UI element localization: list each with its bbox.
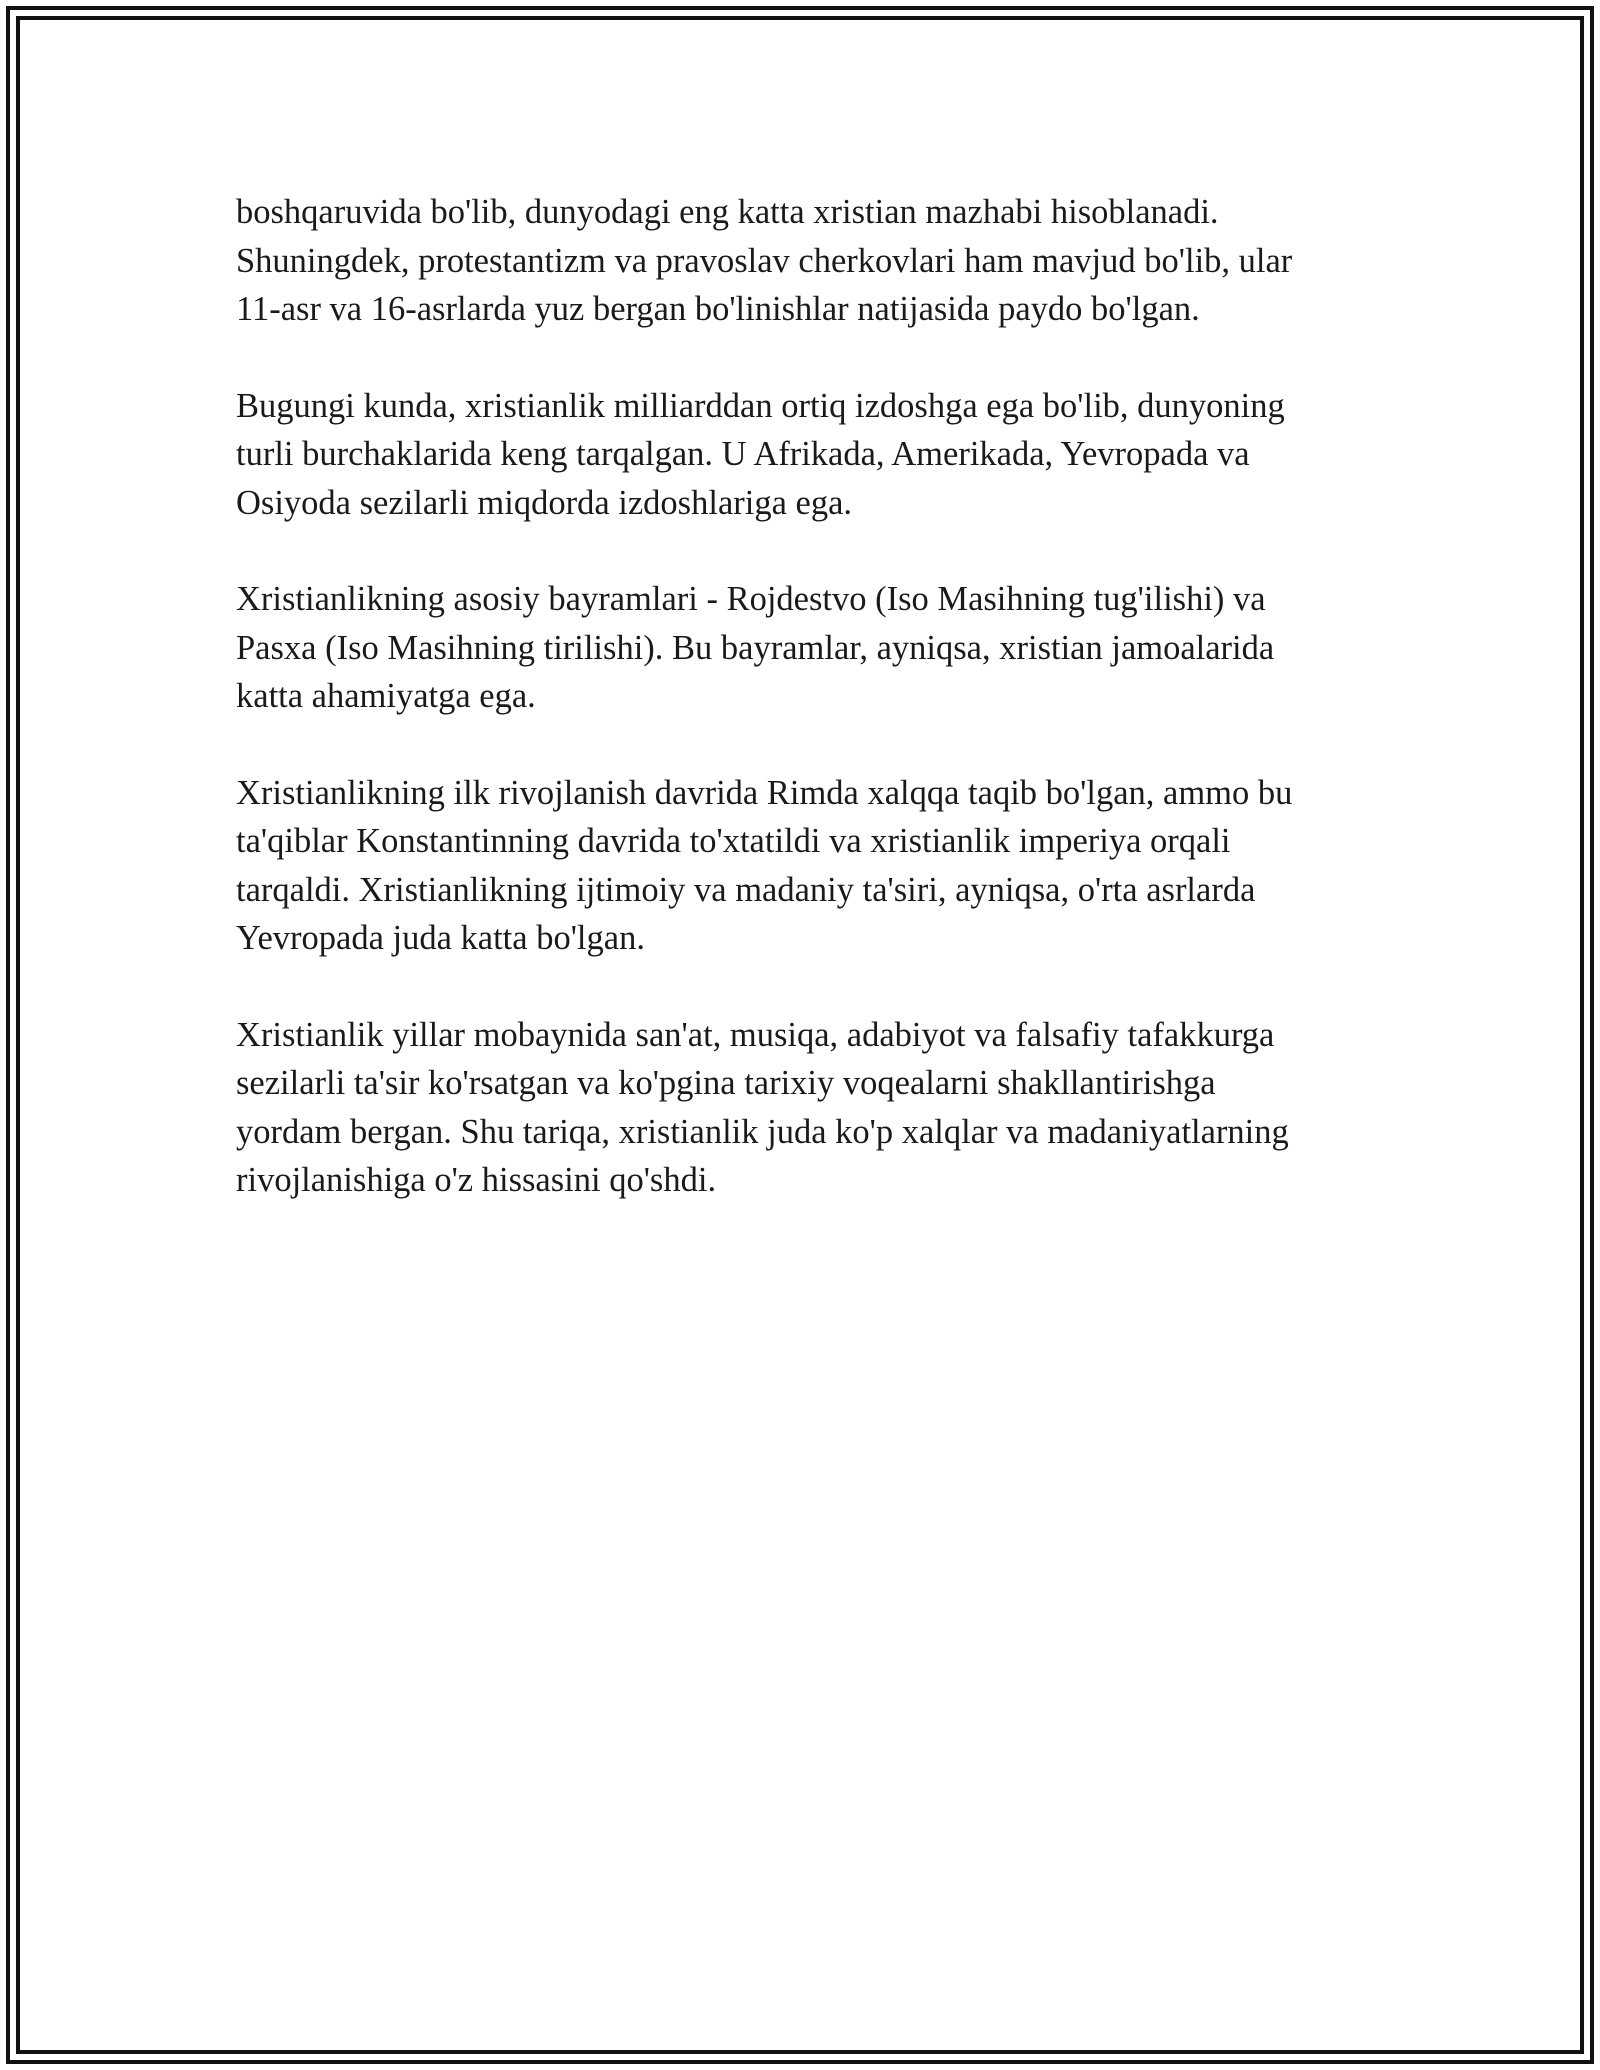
paragraph-line: 11-asr va 16-asrlarda yuz bergan bo'linishlar natijasida paydo bo'lgan. (236, 290, 1200, 328)
paragraph-line: rivojlanishiga o'z hissasini qo'shdi. (236, 1161, 717, 1199)
paragraph-3 (236, 575, 1366, 721)
paragraph-line: katta ahamiyatga ega. (236, 677, 536, 715)
paragraph-line: Bugungi kunda, xristianlik milliarddan ortiq izdoshga ega bo'lib, dunyoning (236, 386, 1285, 425)
paragraph-2 (236, 382, 1366, 528)
paragraph-5 (236, 1011, 1366, 1205)
paragraph-line: ta'qiblar Konstantinning davrida to'xtatildi va xristianlik imperiya orqali (236, 822, 1231, 860)
paragraph-line: Shuningdek, protestantizm va pravoslav cherkovlari ham mavjud bo'lib, ular (236, 241, 1293, 280)
paragraph-line: Xristianlikning ilk rivojlanish davrida Rimda xalqqa taqib bo'lgan, ammo bu (236, 773, 1293, 812)
paragraph-line: Xristianlikning asosiy bayramlari - Rojdestvo (Iso Masihning tug'ilishi) va (236, 580, 1266, 618)
document-body (236, 188, 1366, 1253)
paragraph-line: tarqaldi. Xristianlikning ijtimoiy va madaniy ta'siri, ayniqsa, o'rta asrlarda (236, 870, 1256, 909)
paragraph-line: Yevropada juda katta bo'lgan. (236, 919, 645, 957)
paragraph-line: sezilarli ta'sir ko'rsatgan va ko'pgina tarixiy voqealarni shakllantirishga (236, 1064, 1216, 1102)
paragraph-line: Pasxa (Iso Masihning tirilishi). Bu bayramlar, ayniqsa, xristian jamoalarida (236, 628, 1275, 667)
paragraph-line: Xristianlik yillar mobaynida san'at, musiqa, adabiyot va falsafiy tafakkurga (236, 1015, 1275, 1054)
paragraph-line: Osiyoda sezilarli miqdorda izdoshlariga ega. (236, 483, 853, 522)
paragraph-1 (236, 188, 1366, 334)
paragraph-4 (236, 769, 1366, 963)
paragraph-line: yordam bergan. Shu tariqa, xristianlik juda ko'p xalqlar va madaniyatlarning (236, 1112, 1289, 1151)
paragraph-line: boshqaruvida bo'lib, dunyodagi eng katta xristian mazhabi hisoblanadi. (236, 193, 1219, 231)
paragraph-line: turli burchaklarida keng tarqalgan. U Afrikada, Amerikada, Yevropada va (236, 435, 1250, 473)
